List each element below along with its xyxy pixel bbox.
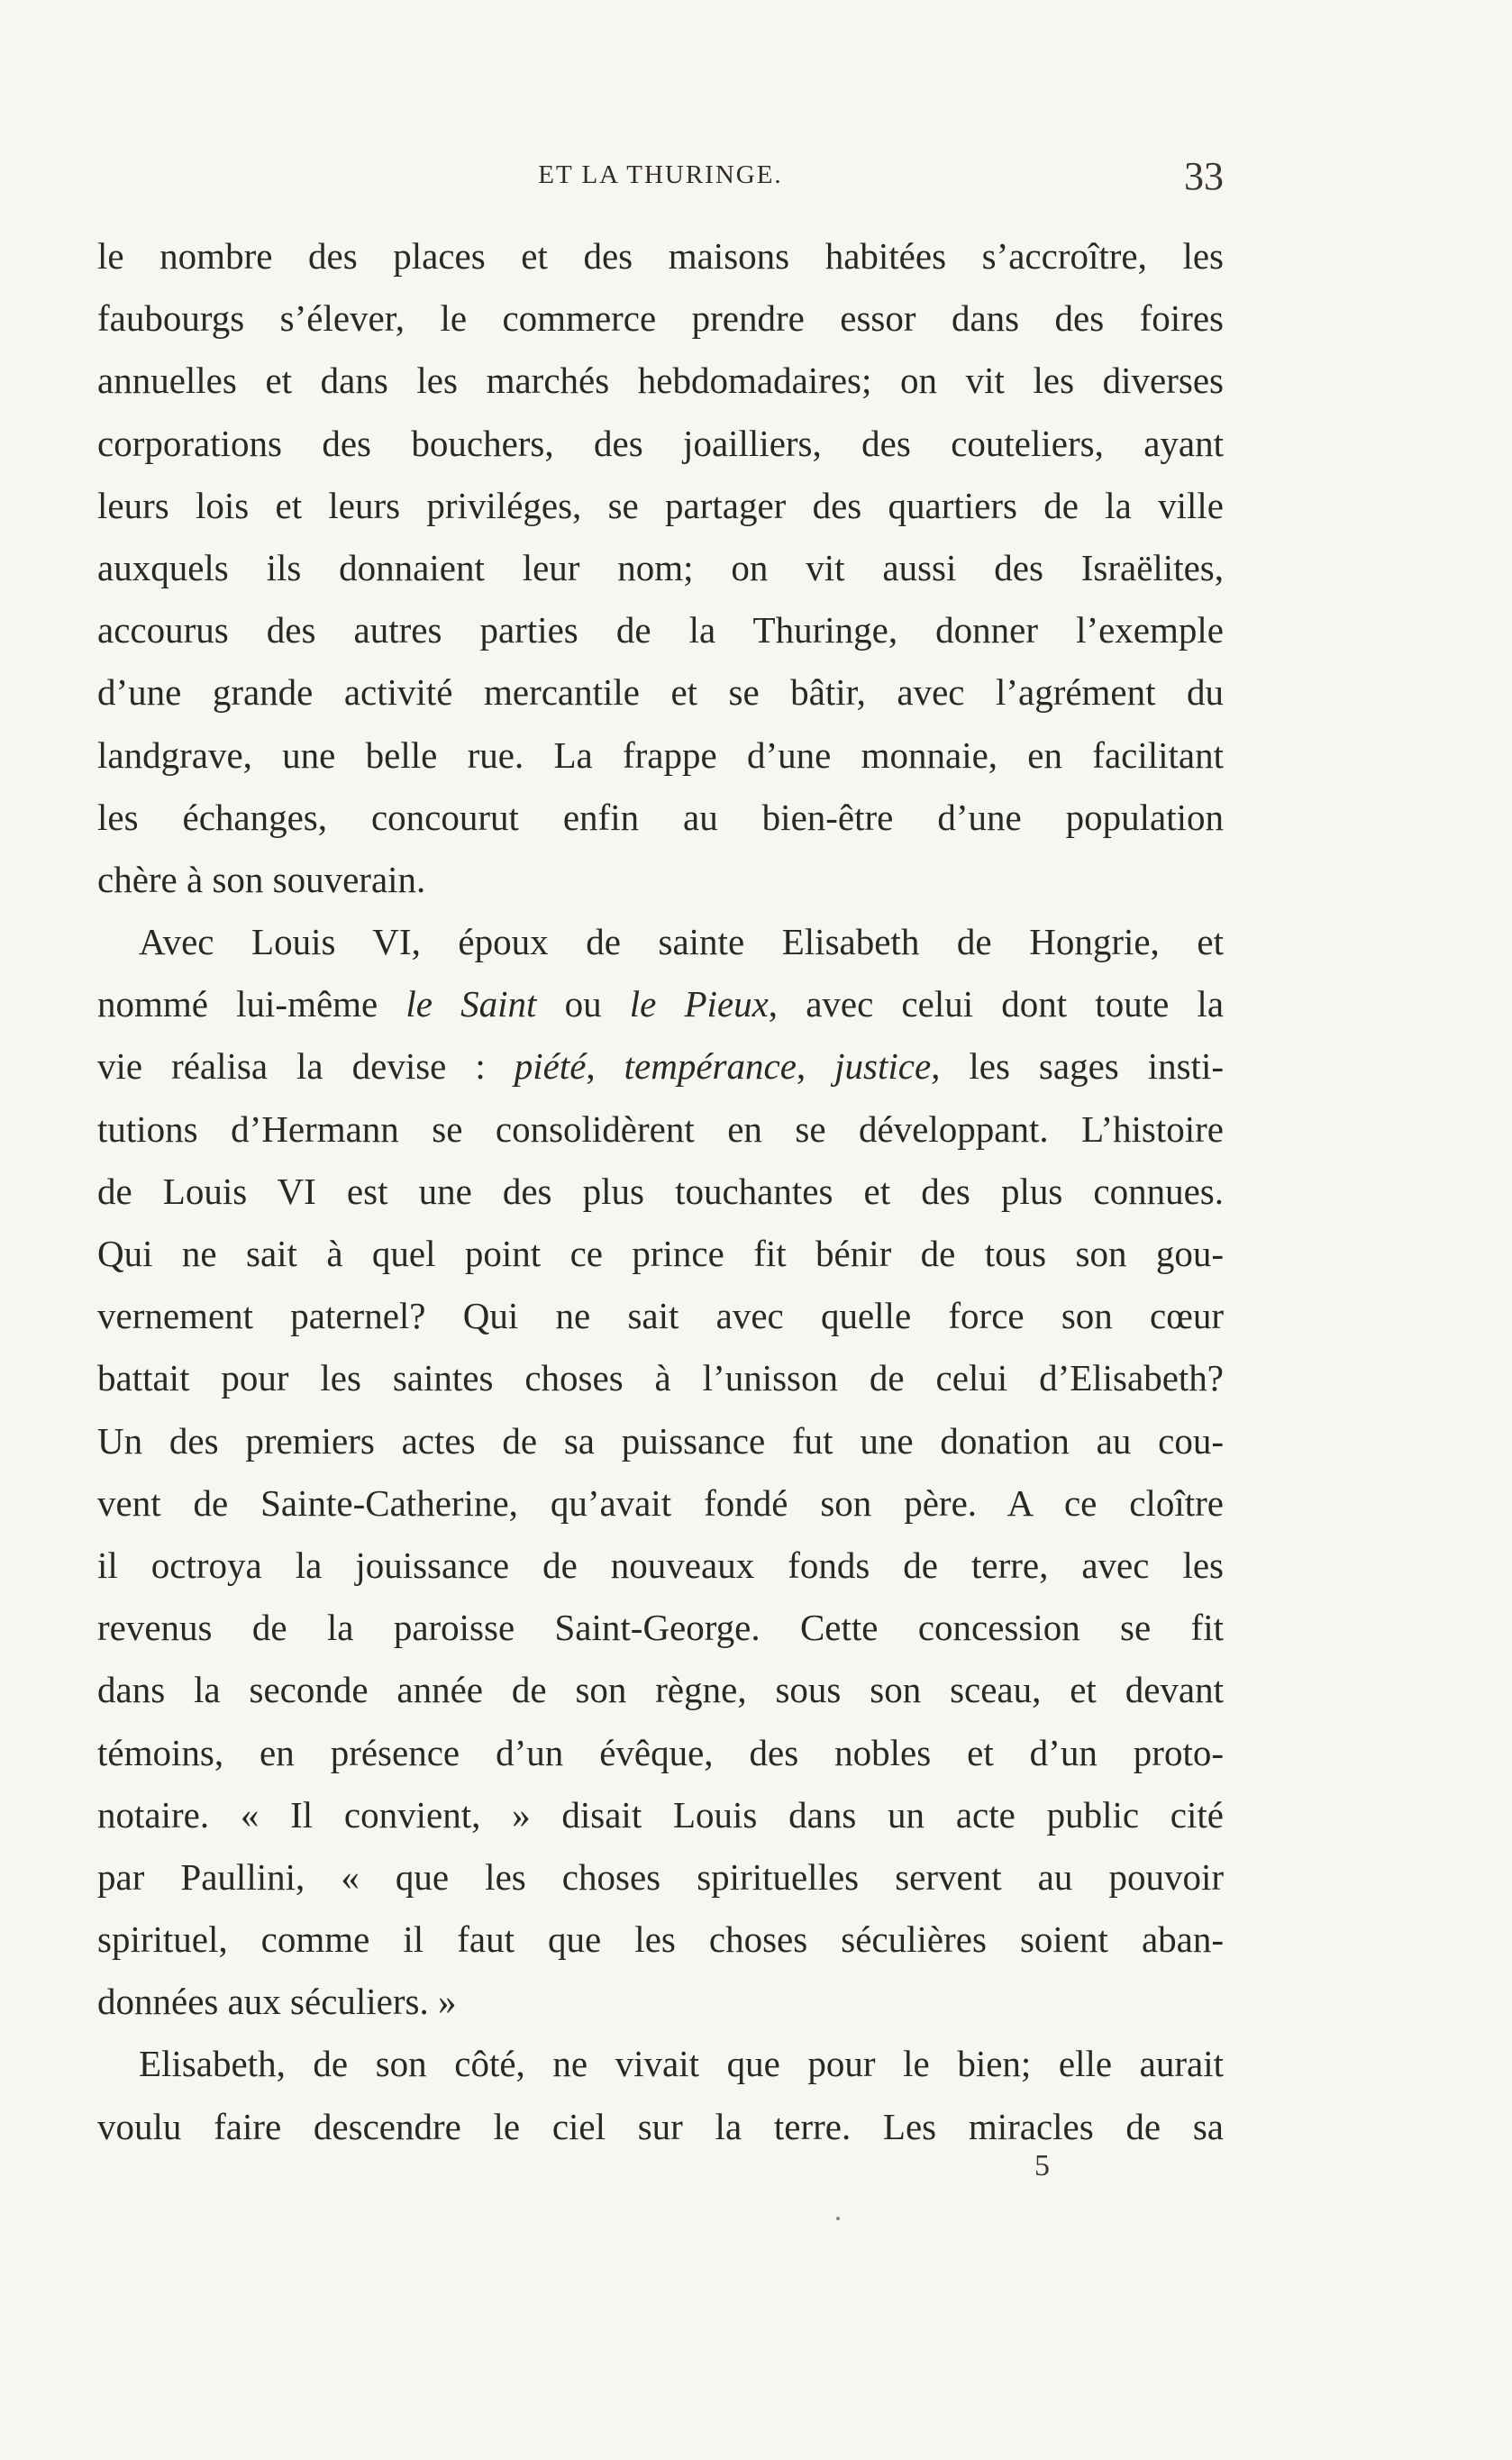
text-line: vent de Sainte-Catherine, qu’avait fondé son père. A ce cloître [97, 1481, 1224, 1524]
text-line: témoins, en présence d’un évêque, des nobles et d’un proto- [97, 1731, 1224, 1773]
text-line: auxquels ils donnaient leur nom; on vit aussi des Israëlites, [97, 546, 1224, 588]
text-line: Elisabeth, de son côté, ne vivait que pour le bien; elle aurait [139, 2043, 1224, 2085]
paper-speck [836, 2217, 840, 2220]
italic-run: justice, [834, 1045, 941, 1088]
text-line: voulu faire descendre le ciel sur la terre. Les miracles de sa [97, 2105, 1224, 2147]
text-run: ou [536, 983, 630, 1025]
text-line: vernement paternel? Qui ne sait avec quelle force son cœur [97, 1295, 1224, 1337]
text-line: annuelles et dans les marchés hebdomadaires; on vit les diverses [97, 360, 1224, 402]
text-run: vie réalisa la devise : [97, 1045, 515, 1088]
text-run: les sages insti- [940, 1045, 1224, 1088]
italic-run: le Pieux [629, 983, 769, 1025]
text-line: landgrave, une belle rue. La frappe d’une monnaie, en facilitant [97, 733, 1224, 776]
text-line: d’une grande activité mercantile et se bâtir, avec l’agrément du [97, 671, 1224, 714]
italic-run: tempérance [624, 1045, 797, 1088]
text-line: Un des premiers actes de sa puissance fut une donation au cou- [97, 1419, 1224, 1462]
text-line-with-italics [97, 1035, 1224, 1098]
signature-mark: 5 [1034, 2149, 1050, 2182]
text-line: données aux séculiers. » [97, 1981, 457, 2023]
text-line: il octroya la jouissance de nouveaux fonds de terre, avec les [97, 1544, 1224, 1586]
text-line: les échanges, concourut enfin au bien-être d’une population [97, 796, 1224, 838]
page-header [97, 154, 1224, 205]
text-run: nommé lui-même [97, 983, 406, 1025]
page-number: 33 [1184, 154, 1224, 198]
text-line: Avec Louis VI, époux de sainte Elisabeth de Hongrie, et [139, 921, 1224, 963]
text-line: de Louis VI est une des plus touchantes et des plus connues. [97, 1170, 1224, 1212]
text-line: chère à son souverain. [97, 858, 426, 900]
text-line: spirituel, comme il faut que les choses séculières soient aban- [97, 1918, 1224, 1961]
body-text [97, 225, 1224, 2158]
text-run: , [586, 1045, 624, 1088]
text-line: revenus de la paroisse Saint-George. Cette concession se fit [97, 1607, 1224, 1649]
text-line: accourus des autres parties de la Thuringe, donner l’exemple [97, 609, 1224, 651]
text-run: , [796, 1045, 835, 1088]
text-line: Qui ne sait à quel point ce prince fit bénir de tous son gou- [97, 1233, 1224, 1274]
text-line: faubourgs s’élever, le commerce prendre essor dans des foires [97, 297, 1224, 340]
italic-run: piété [514, 1045, 587, 1088]
text-line: notaire. « Il convient, » disait Louis dans un acte public cité [97, 1793, 1224, 1836]
text-line: tutions d’Hermann se consolidèrent en se développant. L’histoire [97, 1107, 1224, 1150]
text-run: , avec celui dont toute la [768, 983, 1225, 1025]
text-line: le nombre des places et des maisons habitées s’accroître, les [97, 235, 1224, 277]
text-line: dans la seconde année de son règne, sous son sceau, et devant [97, 1669, 1224, 1711]
text-line-with-italics [97, 973, 1224, 1035]
text-line: corporations des bouchers, des joailliers, des couteliers, ayant [97, 422, 1224, 464]
italic-run: le Saint [405, 983, 537, 1025]
running-title: ET LA THURINGE. [538, 160, 783, 189]
text-line: battait pour les saintes choses à l’unisson de celui d’Elisabeth? [97, 1357, 1224, 1399]
text-line: leurs lois et leurs priviléges, se partager des quartiers de la ville [97, 484, 1224, 526]
text-line: par Paullini, « que les choses spirituelles servent au pouvoir [97, 1855, 1224, 1898]
